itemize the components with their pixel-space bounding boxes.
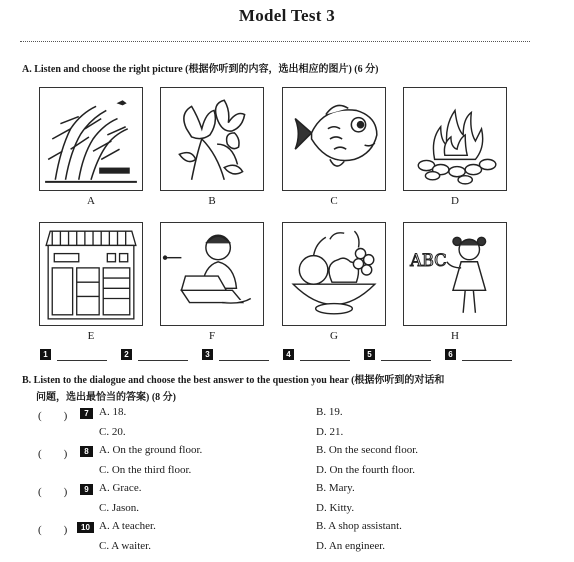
- answer-blanks-row: [0, 349, 574, 363]
- answer-number: 1: [40, 349, 51, 360]
- option-b: B. Mary.: [316, 482, 355, 494]
- picture-letter: D: [451, 195, 459, 207]
- answer-blank[interactable]: [219, 360, 269, 361]
- flowers-icon: [160, 87, 264, 191]
- option-a: A. 18.: [99, 406, 127, 418]
- question-number: 9: [80, 484, 93, 495]
- answer-number: 4: [283, 349, 294, 360]
- campfire-icon: [403, 87, 507, 191]
- option-d: D. 21.: [316, 426, 344, 438]
- answer-parentheses[interactable]: ( ): [38, 448, 68, 460]
- option-a: A. Grace.: [99, 482, 142, 494]
- answer-number: 5: [364, 349, 375, 360]
- question-number: 10: [77, 522, 94, 533]
- answer-number: 6: [445, 349, 456, 360]
- fruit-bowl-icon: [282, 222, 386, 326]
- answer-parentheses[interactable]: ( ): [38, 486, 68, 498]
- option-d: D. An engineer.: [316, 540, 386, 552]
- picture-letter: E: [87, 330, 95, 342]
- answer-parentheses[interactable]: ( ): [38, 410, 68, 422]
- option-b: B. 19.: [316, 406, 343, 418]
- section-b-instruction: B. Listen to the dialogue and choose the best answer to the question you hear (根据你听到的对话和: [22, 375, 445, 386]
- girl-abc-icon: [403, 222, 507, 326]
- option-a: A. A teacher.: [99, 520, 156, 532]
- answer-blank[interactable]: [462, 360, 512, 361]
- picture-letter: B: [208, 195, 216, 207]
- section-b-instruction-cont: 问题，选出最恰当的答案) (8 分): [36, 392, 176, 403]
- fish-icon: [282, 87, 386, 191]
- question-number: 7: [80, 408, 93, 419]
- option-c: C. Jason.: [99, 502, 140, 514]
- option-b: B. A shop assistant.: [316, 520, 402, 532]
- answer-number: 2: [121, 349, 132, 360]
- picture-letter: G: [330, 330, 338, 342]
- picture-letter: H: [451, 330, 459, 342]
- boy-laptop-icon: [160, 222, 264, 326]
- section-a-instruction: A. Listen and choose the right picture (根据你听到的内容，选出相应的图片) (6 分): [22, 64, 379, 75]
- answer-blank[interactable]: [57, 360, 107, 361]
- option-d: D. On the fourth floor.: [316, 464, 415, 476]
- answer-blank[interactable]: [138, 360, 188, 361]
- answer-parentheses[interactable]: ( ): [38, 524, 68, 536]
- option-c: C. 20.: [99, 426, 126, 438]
- option-c: C. A waiter.: [99, 540, 151, 552]
- picture-letter: C: [330, 195, 338, 207]
- option-a: A. On the ground floor.: [99, 444, 203, 456]
- answer-blank[interactable]: [381, 360, 431, 361]
- option-b: B. On the second floor.: [316, 444, 419, 456]
- shop-building-icon: [39, 222, 143, 326]
- picture-letter: A: [87, 195, 95, 207]
- answer-number: 3: [202, 349, 213, 360]
- picture-letter: F: [208, 330, 216, 342]
- question-number: 8: [80, 446, 93, 457]
- page-title: Model Test 3: [238, 6, 336, 25]
- option-c: C. On the third floor.: [99, 464, 192, 476]
- answer-blank[interactable]: [300, 360, 350, 361]
- dotted-divider: [20, 41, 530, 42]
- option-d: D. Kitty.: [316, 502, 355, 514]
- windy-trees-icon: [39, 87, 143, 191]
- svg-text:ABC: ABC: [410, 250, 447, 270]
